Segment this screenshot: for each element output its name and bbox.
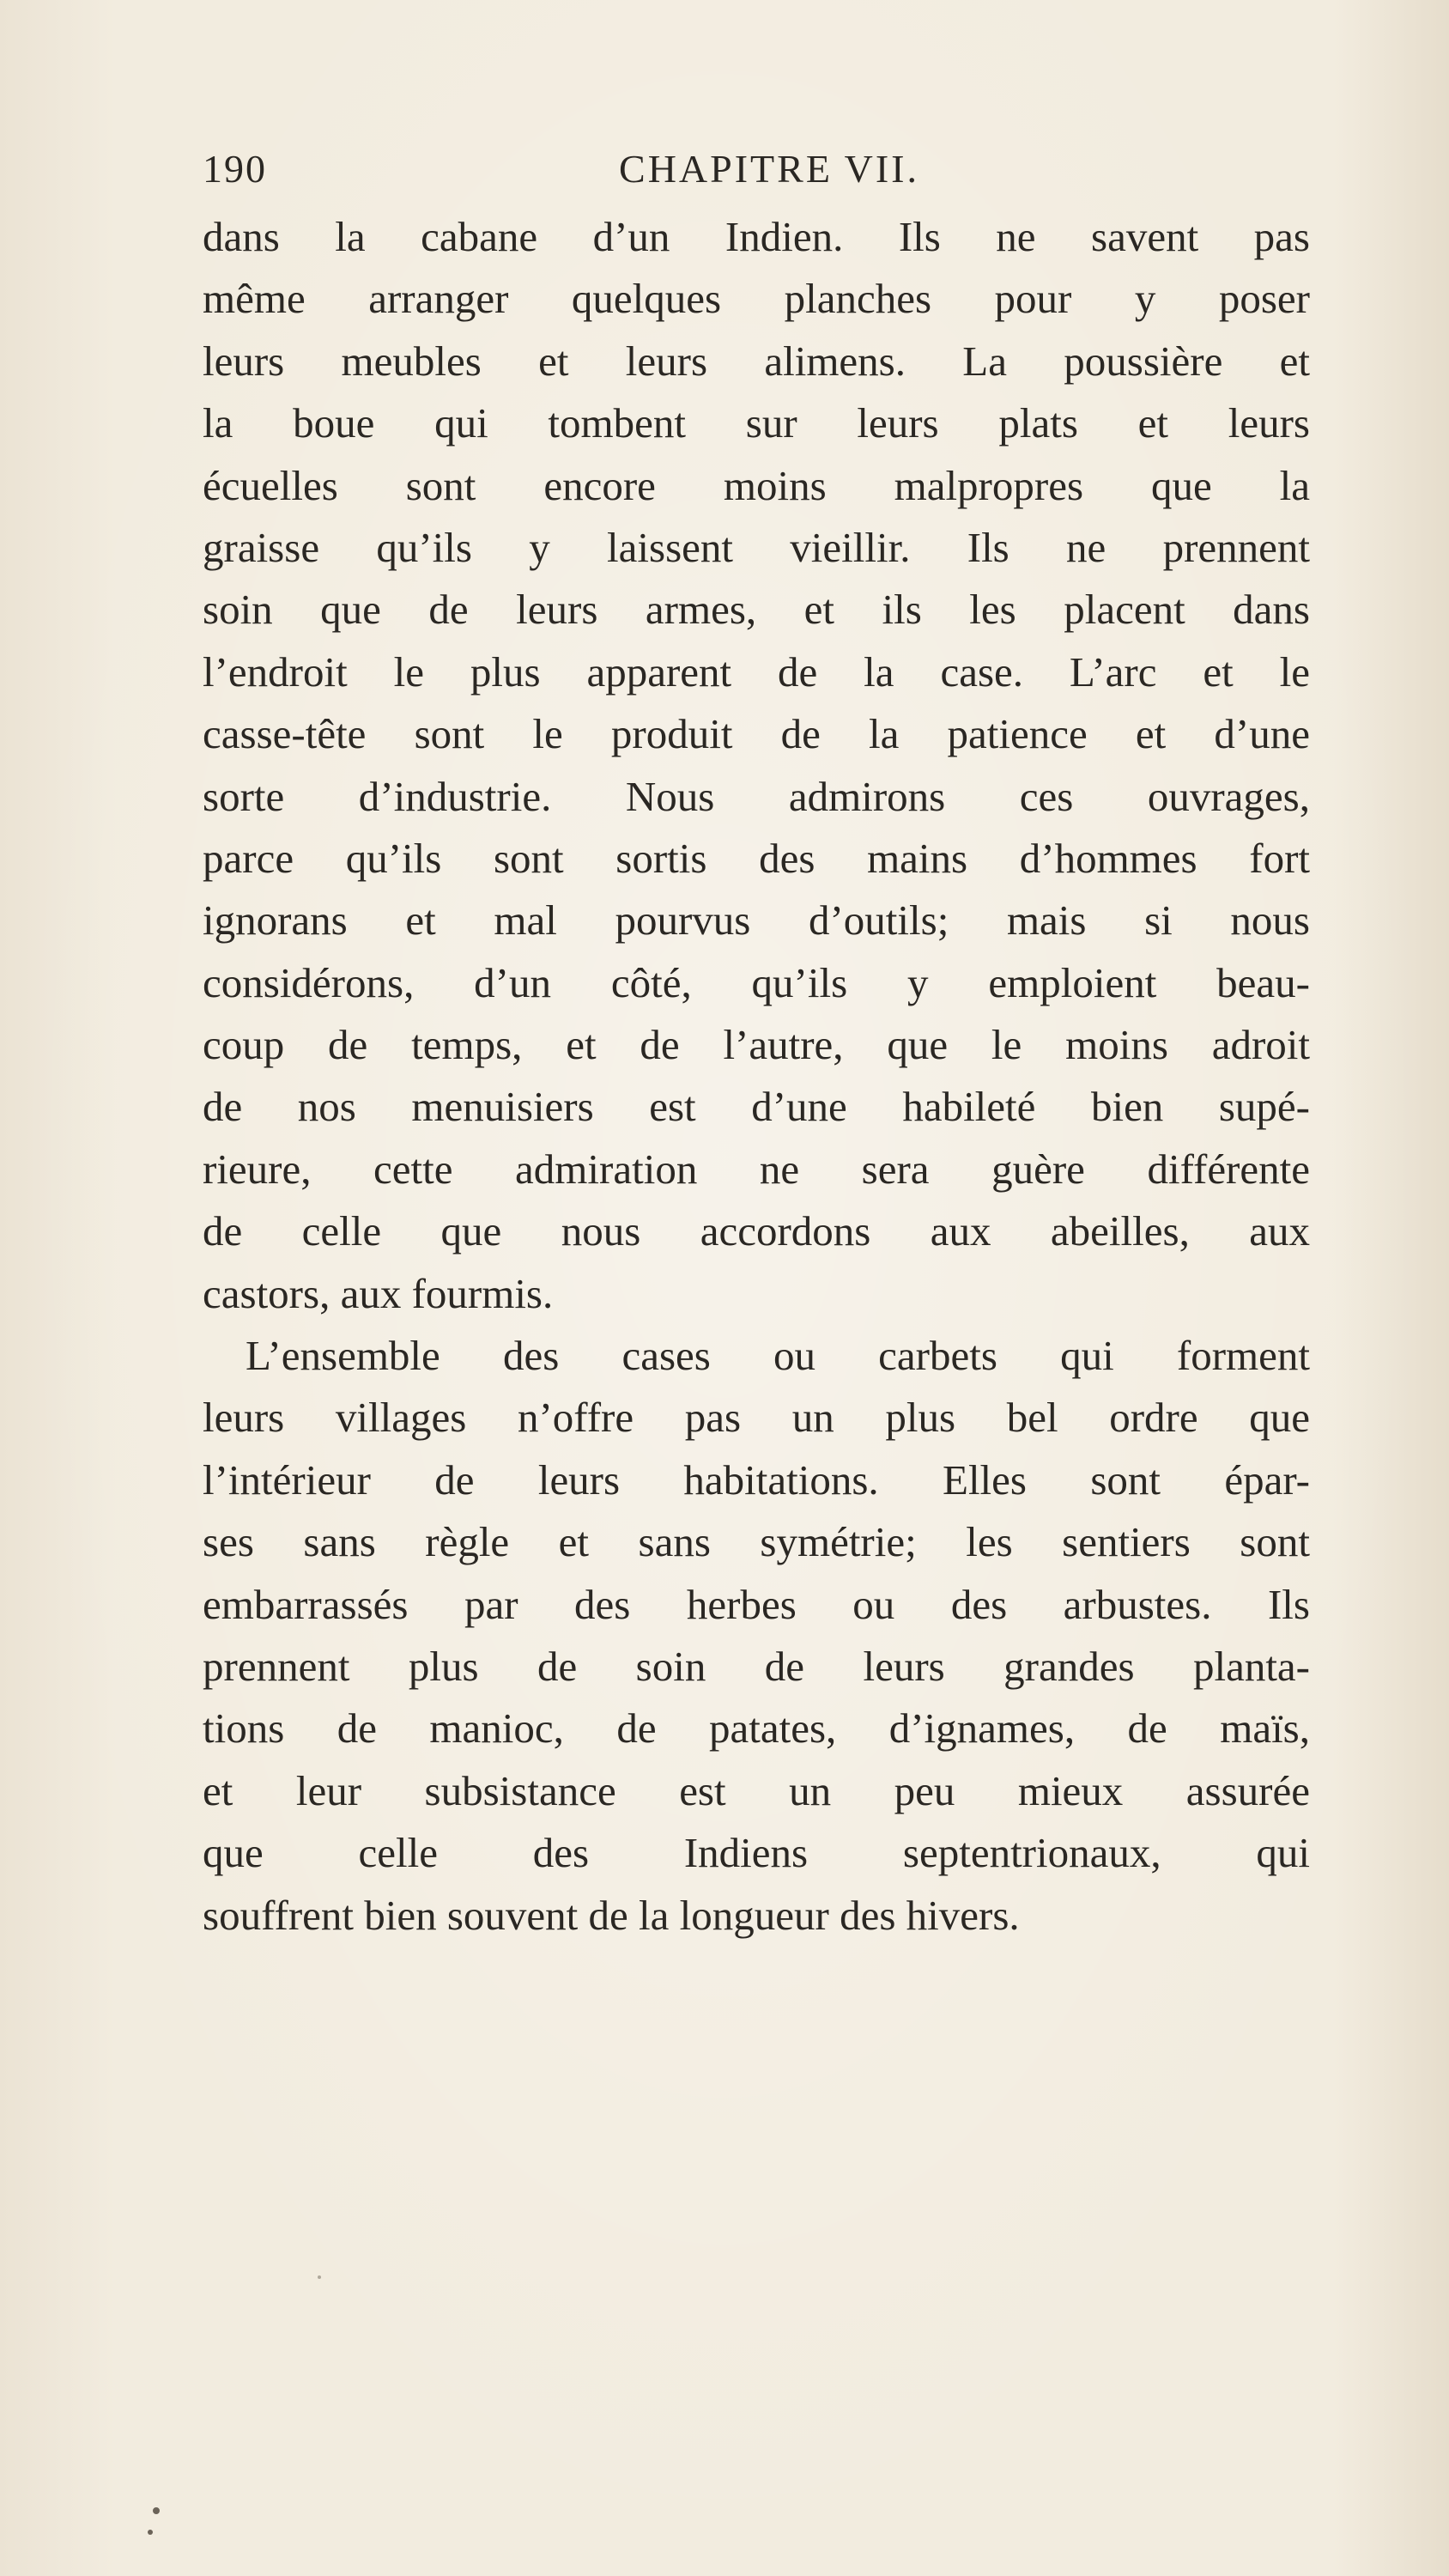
text-line: l’intérieur de leurs habitations. Elles sont épar-: [203, 1455, 1310, 1504]
text-line: de nos menuisiers est d’une habileté bien supé-: [203, 1083, 1310, 1131]
text-line: leurs meubles et leurs alimens. La poussière et: [203, 337, 1310, 385]
text-line: souffrent bien souvent de la longueur des hivers.: [203, 1891, 1020, 1939]
chapter-title: CHAPITRE VII.: [619, 147, 919, 191]
text-line: ignorans et mal pourvus d’outils; mais si nous: [203, 896, 1310, 945]
text-line: parce qu’ils sont sortis des mains d’hommes fort: [203, 834, 1310, 882]
text-line: tions de manioc, de patates, d’ignames, de maïs,: [203, 1704, 1310, 1753]
text-line: leurs villages n’offre pas un plus bel ordre que: [203, 1394, 1310, 1442]
text-line: que celle des Indiens septentrionaux, qui: [203, 1829, 1310, 1877]
text-line: écuelles sont encore moins malpropres que la: [203, 461, 1310, 509]
text-line: rieure, cette admiration ne sera guère différente: [203, 1145, 1310, 1193]
text-line: sorte d’industrie. Nous admirons ces ouvrages,: [203, 772, 1310, 820]
text-line: prennent plus de soin de leurs grandes planta-: [203, 1642, 1310, 1690]
text-line: castors, aux fourmis.: [203, 1269, 554, 1317]
text-line: graisse qu’ils y laissent vieillir. Ils ne prennent: [203, 523, 1310, 571]
text-line: L’ensemble des cases ou carbets qui forment: [246, 1332, 1310, 1380]
text-line: dans la cabane d’un Indien. Ils ne savent pas: [203, 213, 1310, 260]
text-line: coup de temps, et de l’autre, que le moins adroit: [203, 1021, 1310, 1069]
text-line: l’endroit le plus apparent de la case. L’arc et le: [203, 647, 1310, 696]
running-head: [203, 146, 1284, 197]
text-line: soin que de leurs armes, et ils les placent dans: [203, 586, 1310, 634]
paper-speck: [153, 2507, 160, 2514]
paper-speck: [318, 2275, 321, 2279]
page-number: 190: [203, 147, 267, 191]
text-line: embarrassés par des herbes ou des arbustes. Ils: [203, 1580, 1310, 1628]
text-line: ses sans règle et sans symétrie; les sentiers sont: [203, 1518, 1310, 1566]
text-line: de celle que nous accordons aux abeilles, aux: [203, 1207, 1310, 1255]
text-line: la boue qui tombent sur leurs plats et leurs: [203, 399, 1310, 447]
text-line: casse-tête sont le produit de la patience et d’une: [203, 710, 1310, 758]
text-line: considérons, d’un côté, qu’ils y emploient beau-: [203, 958, 1310, 1006]
text-line: même arranger quelques planches pour y poser: [203, 275, 1310, 323]
paper-speck: [148, 2530, 153, 2535]
text-line: et leur subsistance est un peu mieux assurée: [203, 1766, 1310, 1814]
body-text: [203, 206, 1310, 1947]
